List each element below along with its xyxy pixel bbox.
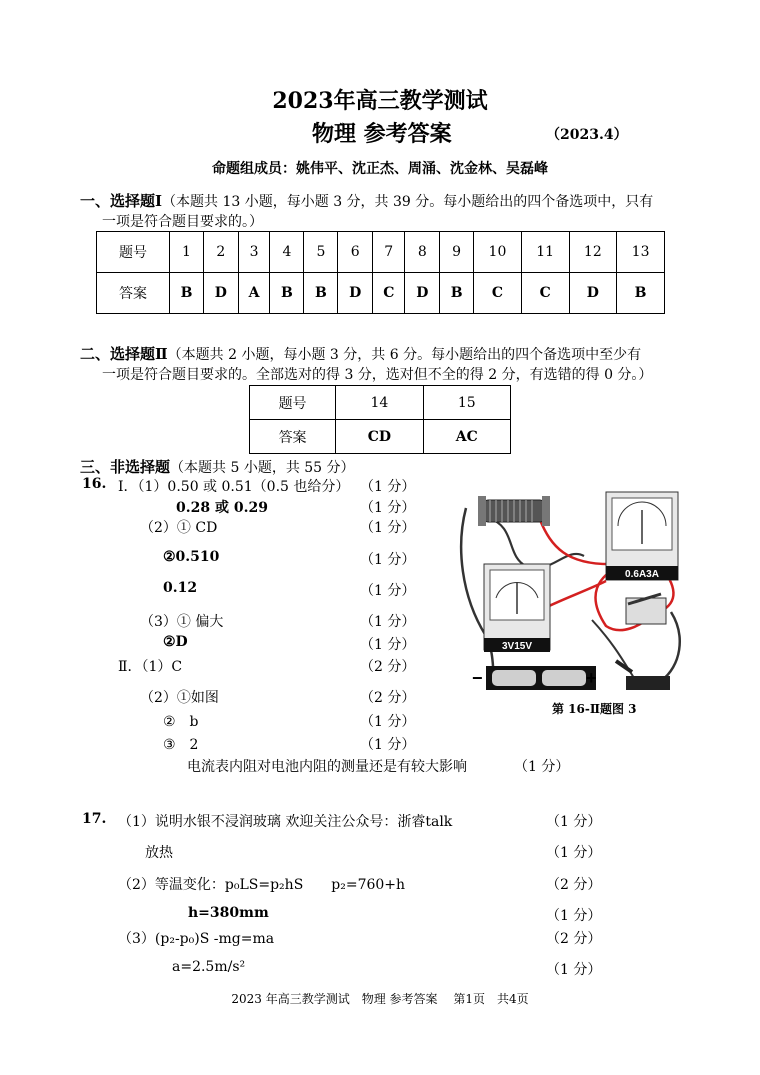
ammeter-range-label: 0.6A3A [625,569,659,580]
exam-date: （2023.4） [546,127,628,143]
question-number: 9 [440,232,474,273]
row-label-answer: 答案 [97,273,170,314]
q16-points: （1 分） [360,637,416,653]
battery-minus-label: − [472,668,483,688]
q17-points: （2 分） [546,931,602,947]
question-number: 12 [569,232,617,273]
q17-points: （1 分） [546,962,602,978]
answer-cell: D [338,273,373,314]
figure-caption: 第 16-Ⅱ题图 3 [552,702,637,716]
question-number: 4 [270,232,304,273]
q16-line: （2）①如图 [140,690,219,706]
q17-points: （1 分） [546,845,602,861]
q16-points: （1 分） [360,714,416,730]
section1-heading [80,190,653,211]
section1-answer-table [96,231,665,314]
circuit-figure [456,486,688,696]
q16-points: （2 分） [360,659,416,675]
q17-number: 17. [82,811,107,827]
question-number: 14 [336,386,423,420]
question-number: 5 [304,232,338,273]
q16-points: （1 分） [360,520,416,536]
question-number: 15 [423,386,510,420]
question-number: 1 [170,232,204,273]
q16-line: ②0.510 [163,549,220,565]
q16-points: （1 分） [360,583,416,599]
q16-line: 0.28 或 0.29 [176,500,268,516]
answer-cell: B [304,273,338,314]
answer-cell: CD [336,420,423,454]
question-number: 13 [617,232,665,273]
q17-points: （1 分） [546,908,602,924]
section2-heading [80,343,641,364]
section3-desc: （本题共 5 小题，共 55 分） [170,460,355,476]
q16-points: （1 分） [360,614,416,630]
question-number: 3 [238,232,270,273]
question-number: 6 [338,232,373,273]
q17-points: （2 分） [546,877,602,893]
answer-cell: D [405,273,440,314]
q16-note-points: （1 分） [514,759,570,775]
q17-line: （3）(p₂-p₀)S -mg=ma [118,931,275,947]
table-row [250,420,511,454]
q16-points: （1 分） [360,552,416,568]
answer-cell: B [617,273,665,314]
section3-heading [80,456,355,477]
question-number: 10 [474,232,522,273]
q16-points: （1 分） [360,479,416,495]
section1-desc: （本题共 13 小题，每小题 3 分，共 39 分。每小题给出的四个备选项中，只有 [162,194,654,210]
section2-desc: （本题共 2 小题，每小题 3 分，共 6 分。每小题给出的四个备选项中至少有 [167,347,642,363]
answer-cell: C [474,273,522,314]
q16-line: ② b [163,714,199,730]
section2-desc-line2: 一项是符合题目要求的。全部选对的得 3 分，选对但不全的得 2 分，有选错的得 0 分。） [102,367,653,383]
q17-line: （1）说明水银不浸润玻璃 欢迎关注公众号：浙睿talk [118,814,453,830]
answer-cell: AC [423,420,510,454]
q16-line: （3）① 偏大 [140,614,224,630]
table-row [97,232,665,273]
question-number: 2 [203,232,238,273]
section1-title: 一、选择题Ⅰ [80,192,163,210]
voltmeter-range-label: 3V15V [501,641,533,652]
q16-line: Ⅰ．（1）0.50 或 0.51（0.5 也给分） [118,479,350,495]
q16-line: Ⅱ．（1）C [118,659,183,675]
answer-cell: B [170,273,204,314]
page-title: 2023年高三教学测试 [272,88,488,114]
row-label-answer: 答案 [250,420,336,454]
answer-cell: D [203,273,238,314]
q16-line: ②D [163,634,188,650]
section3-title: 三、非选择题 [80,458,171,476]
q17-line: a=2.5m/s² [172,959,246,975]
q16-points: （1 分） [360,737,416,753]
section2-answer-table [249,385,511,454]
answer-cell: C [373,273,405,314]
q16-line: 0.12 [163,580,198,596]
table-row [250,386,511,420]
section1-desc-line2: 一项是符合题目要求的。） [102,214,263,230]
row-label-question: 题号 [97,232,170,273]
q17-line: h=380mm [188,905,269,921]
battery-plus-label: + [586,668,597,688]
page-subtitle: 物理 参考答案 [312,121,452,147]
q16-note: 电流表内阻对电池内阻的测量还是有较大影响 [187,759,467,775]
q17-line: 放热 [145,845,173,861]
q16-line: （2）① CD [140,520,218,536]
answer-cell: B [440,273,474,314]
q16-line: ③ 2 [163,737,199,753]
answer-cell: B [270,273,304,314]
authors-line: 命题组成员：姚伟平、沈正杰、周涌、沈金林、吴磊峰 [212,161,548,177]
answer-cell: D [569,273,617,314]
q17-points: （1 分） [546,814,602,830]
question-number: 7 [373,232,405,273]
q16-points: （2 分） [360,690,416,706]
answer-cell: C [521,273,569,314]
section2-title: 二、选择题Ⅱ [80,345,168,363]
q16-points: （1 分） [360,500,416,516]
answer-cell: A [238,273,270,314]
table-row [97,273,665,314]
question-number: 11 [521,232,569,273]
q16-number: 16. [82,476,107,492]
row-label-question: 题号 [250,386,336,420]
question-number: 8 [405,232,440,273]
page-footer: 2023 年高三教学测试 物理 参考答案 第1页 共4页 [231,992,529,1006]
q17-line: （2）等温变化：p₀LS=p₂hS p₂=760+h [118,877,406,893]
